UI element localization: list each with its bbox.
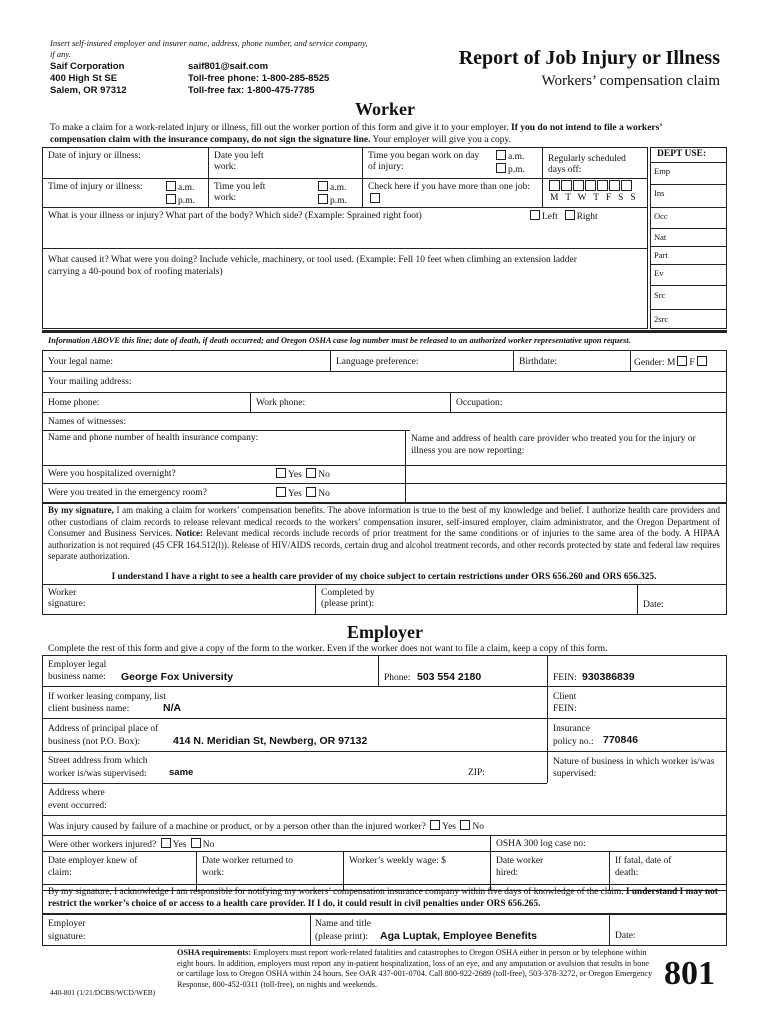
form-id: 440-801 (1/21/DCBS/WCD/WEB) [50, 988, 156, 997]
event-addr-label: Address where event occurred: [48, 788, 107, 811]
employer-signature-label[interactable]: Employer signature: [48, 919, 86, 942]
completed-by-label: Completed by (please print): [321, 588, 375, 609]
insurer-contact [188, 61, 329, 97]
more-job-label: Check here if you have more than one job: [368, 182, 530, 192]
insurer-street: 400 High St SE [50, 73, 118, 84]
yes-checkbox[interactable] [430, 820, 440, 830]
date-knew-label: Date employer knew of claim: [48, 856, 138, 878]
employer-legal-label: Employer legal business name: [48, 660, 107, 682]
employer-legal-value: George Fox University [121, 671, 234, 683]
leasing-value: N/A [163, 702, 182, 714]
osha-log-label: OSHA 300 log case no: [496, 839, 586, 849]
dept-part: Part [654, 250, 668, 260]
home-phone-label: Home phone: [48, 398, 100, 408]
insurer-city: Salem, OR 97312 [50, 85, 127, 96]
osha-bold: OSHA requirements: [177, 948, 252, 957]
yes-checkbox[interactable] [276, 468, 286, 478]
employer-legal-field [48, 659, 128, 683]
day-checkbox[interactable] [609, 180, 620, 191]
employer-date-label: Date: [615, 931, 636, 941]
gender-f-label: F [689, 358, 695, 368]
policy-label: Insurance policy no.: [553, 724, 594, 747]
pm-checkbox[interactable] [318, 194, 328, 204]
no-label: No [202, 840, 215, 850]
days-off-checkboxes[interactable] [549, 180, 632, 191]
employer-phone-label: Phone: [384, 673, 411, 683]
if-fatal-label: If fatal, date of death: [615, 856, 672, 878]
emergency-label: Were you treated in the emergency room? [48, 488, 207, 498]
insurer-phone: Toll-free phone: 1-800-285-8525 [188, 73, 330, 84]
right-checkbox[interactable] [565, 210, 575, 220]
date-returned-label: Date worker returned to work: [202, 856, 294, 878]
principal-label: Address of principal place of business (not P.O. Box): [48, 724, 159, 747]
date-injury-label: Date of injury or illness: [48, 151, 141, 161]
failure-label: Was injury caused by failure of a machine or product, or by a person other than the injured worker? [48, 822, 426, 832]
legal-name-label: Your legal name: [48, 357, 113, 367]
separator-bar [42, 330, 727, 333]
insurer-address [50, 61, 127, 97]
left-checkbox[interactable] [530, 210, 540, 220]
no-checkbox[interactable] [306, 487, 316, 497]
provider-label: Name and address of health care provider who treated you for the injury or illness you are now reporting: [411, 434, 696, 456]
employer-heading: Employer [347, 622, 423, 642]
failure-field[interactable] [48, 820, 484, 833]
dept-ins: Ins [654, 188, 665, 198]
info-above-note: Information ABOVE this line; date of death, if death occurred; and Oregon OSHA case log number must be released to an authorized worker representative upon request. [48, 336, 631, 345]
dept-nat: Nat [654, 232, 667, 242]
day-checkbox[interactable] [597, 180, 608, 191]
time-injury-label: Time of injury or illness: [48, 182, 143, 192]
form-title: Report of Job Injury or Illness [458, 47, 720, 69]
weekly-wage-label: Worker’s weekly wage: $ [349, 856, 446, 866]
what-illness-label: What is your illness or injury? What part of the body? Which side? (Example: Sprained right foot) [48, 211, 422, 221]
time-injury-ampm[interactable] [164, 181, 195, 207]
no-checkbox[interactable] [306, 468, 316, 478]
principal-value: 414 N. Meridian St, Newberg, OR 97132 [173, 735, 368, 747]
pm-label: p.m. [330, 196, 347, 206]
time-began-label: Time you began work on day of injury: [368, 151, 480, 172]
gender-f-checkbox[interactable] [697, 356, 707, 366]
more-than-one-job[interactable] [368, 182, 536, 206]
form-subtitle: Workers’ compensation claim [541, 73, 720, 89]
worker-personal-box [42, 350, 727, 503]
osha-text: Employers must report work-related fatalities and catastrophes to Oregon OSHA either in person or by telephone within eight hours. In addition, employers must report any in-patient hospitalization, loss of an eye, and any amputation or avulsion that results in bone or cartilage loss to Oregon OSHA within 24 hours. See OAR 437-001-0704. Call 800-922-2689 (toll-free), 503-378-3272, or Oregon Emergency Response, 800-452-0311 (toll-free), on nights and weekends. [177, 948, 653, 990]
right-label: Right [576, 212, 598, 222]
dept-occ: Occ [654, 211, 668, 221]
employer-ack-text [48, 886, 720, 910]
notice-bold: Notice: [175, 528, 204, 538]
mailing-label: Your mailing address: [48, 377, 132, 387]
understand-text: I understand I have a right to see a health care provider of my choice subject to certain restrictions under ORS 656.260 and ORS 656.325. [111, 572, 657, 582]
yes-label: Yes [288, 489, 302, 499]
insurer-instruction: Insert self-insured employer and insurer name, address, phone number, and service company, if any. [50, 38, 368, 59]
street-label: Street address from which worker is/was supervised: [48, 756, 148, 779]
dept-use-title: DEPT USE: [657, 149, 707, 159]
fein-value: 930386839 [582, 671, 635, 683]
gender-label: Gender: M [634, 358, 676, 368]
worker-date-label: Date: [643, 600, 664, 610]
hospitalized-label: Were you hospitalized overnight? [48, 469, 176, 479]
no-label: No [318, 470, 330, 480]
form-number: 801 [664, 955, 715, 992]
sig-text: I am making a claim for workers’ compensation benefits. The above information is true to the best of my knowledge and belief. I authorize health care providers and other custodians of claim records to release relevant medical records to the workers’ compensation insurer, self-insured employer, claim administrator, and the Oregon Department of Consumer and Business Services. [48, 505, 721, 538]
policy-value: 770846 [603, 734, 639, 746]
more-job-checkbox[interactable] [370, 193, 380, 203]
worker-signature-label[interactable]: Worker signature: [48, 588, 86, 609]
birthdate-label: Birthdate: [519, 357, 557, 367]
insurer-fax: Toll-free fax: 1-800-475-7785 [188, 85, 315, 96]
employer-phone-value: 503 554 2180 [417, 671, 482, 683]
yes-checkbox[interactable] [161, 838, 171, 848]
worker-intro [50, 122, 720, 146]
time-left-label: Time you left work: [214, 182, 266, 203]
hospitalized-options[interactable] [274, 468, 330, 481]
sig-bold: By my signature, [48, 505, 114, 515]
day-checkbox[interactable] [549, 180, 560, 191]
occupation-label: Occupation: [456, 398, 503, 408]
pm-checkbox[interactable] [496, 163, 506, 173]
health-ins-label: Name and phone number of health insurance company: [48, 433, 259, 443]
am-label: a.m. [178, 183, 195, 193]
emergency-options[interactable] [274, 487, 330, 500]
osha-requirements [177, 948, 655, 991]
pm-label: p.m. [508, 165, 525, 175]
dept-2src: 2src [654, 314, 669, 324]
street-value: same [169, 767, 194, 778]
client-fein-label: Client FEIN: [553, 692, 577, 714]
others-injured-field[interactable] [48, 838, 214, 851]
am-checkbox[interactable] [166, 181, 176, 191]
day-checkbox[interactable] [585, 180, 596, 191]
gender-m-checkbox[interactable] [677, 356, 687, 366]
no-label: No [318, 489, 330, 499]
others-injured-label: Were other workers injured? [48, 840, 157, 850]
time-left-ampm[interactable] [316, 181, 347, 207]
ack-text: By my signature, I acknowledge I am responsible for notifying my workers’ compensation insurance company within five days of knowledge of the claim. [48, 887, 624, 897]
no-checkbox[interactable] [460, 820, 470, 830]
language-label: Language preference: [336, 357, 419, 367]
insurer-name: Saif Corporation [50, 61, 125, 72]
worker-intro-copy: Your employer will give you a copy. [372, 135, 512, 145]
day-checkbox[interactable] [561, 180, 572, 191]
am-label: a.m. [508, 152, 525, 162]
days-off-label: Regularly scheduled days off: [548, 154, 626, 175]
days-letters: M T W T F S S [550, 193, 638, 203]
worker-intro-text: To make a claim for a work-related injury or illness, fill out the worker portion of this form and give it to your employer. [50, 123, 509, 133]
am-checkbox[interactable] [496, 150, 506, 160]
date-hired-label: Date worker hired: [496, 856, 544, 878]
work-phone-label: Work phone: [256, 398, 306, 408]
authorization-text [48, 505, 720, 563]
insurer-email: saif801@saif.com [188, 61, 269, 72]
employer-intro: Complete the rest of this form and give a copy of the form to the worker. Even if the worker does not want to file a claim, keep a copy of this form. [48, 644, 608, 654]
zip-label: ZIP: [468, 768, 485, 778]
dept-ev: Ev [654, 268, 664, 278]
left-label: Left [542, 212, 558, 222]
date-left-work-label: Date you left work: [214, 151, 264, 172]
no-checkbox[interactable] [191, 838, 201, 848]
day-checkbox[interactable] [621, 180, 632, 191]
gender-field[interactable] [634, 356, 709, 369]
ack-bold: I understand I may not restrict the worker’s choice of or access to a health care provider. If I do, it could result in civil penalties under ORS 656.265. [48, 887, 718, 909]
am-label: a.m. [330, 183, 347, 193]
worker-heading: Worker [355, 99, 415, 119]
nature-label: Nature of business in which worker is/was supervised: [553, 757, 715, 779]
what-caused-label: What caused it? What were you doing? Include vehicle, machinery, or tool used. (Example: Fell 10 feet when climbing an extension ladder carrying a 40-pound box of roofing materials) [48, 255, 577, 277]
time-began-ampm[interactable] [494, 150, 525, 176]
name-title-value: Aga Luptak, Employee Benefits [380, 930, 537, 942]
leasing-label: If worker leasing company, list client business name: [48, 692, 166, 714]
pm-label: p.m. [178, 196, 195, 206]
worker-intro-bold: If you do not intend to file a workers’ compensation claim with the insurance company, do not sign the signature line. [50, 123, 662, 145]
witnesses-label: Names of witnesses: [48, 417, 127, 427]
yes-label: Yes [288, 470, 302, 480]
yes-label: Yes [442, 822, 456, 832]
fein-label: FEIN: [553, 673, 577, 683]
name-title-label: Name and title (please print): [315, 919, 371, 942]
yes-label: Yes [172, 840, 187, 850]
yes-checkbox[interactable] [276, 487, 286, 497]
pm-checkbox[interactable] [166, 194, 176, 204]
dept-emp: Emp [654, 166, 671, 176]
no-label: No [472, 822, 484, 832]
side-checkboxes[interactable] [528, 210, 598, 223]
am-checkbox[interactable] [318, 181, 328, 191]
dept-src: Src [654, 290, 666, 300]
notice-text: Relevant medical records include records of prior treatment for the same conditions or of injuries to the same area of the body. A HIPAA authorization is not required (45 CFR 164.512(l)). Release of HIV/AIDS records, certain drug and alcohol treatment records, and other records protected by state and federal law requires separate authorization. [48, 528, 721, 561]
day-checkbox[interactable] [573, 180, 584, 191]
